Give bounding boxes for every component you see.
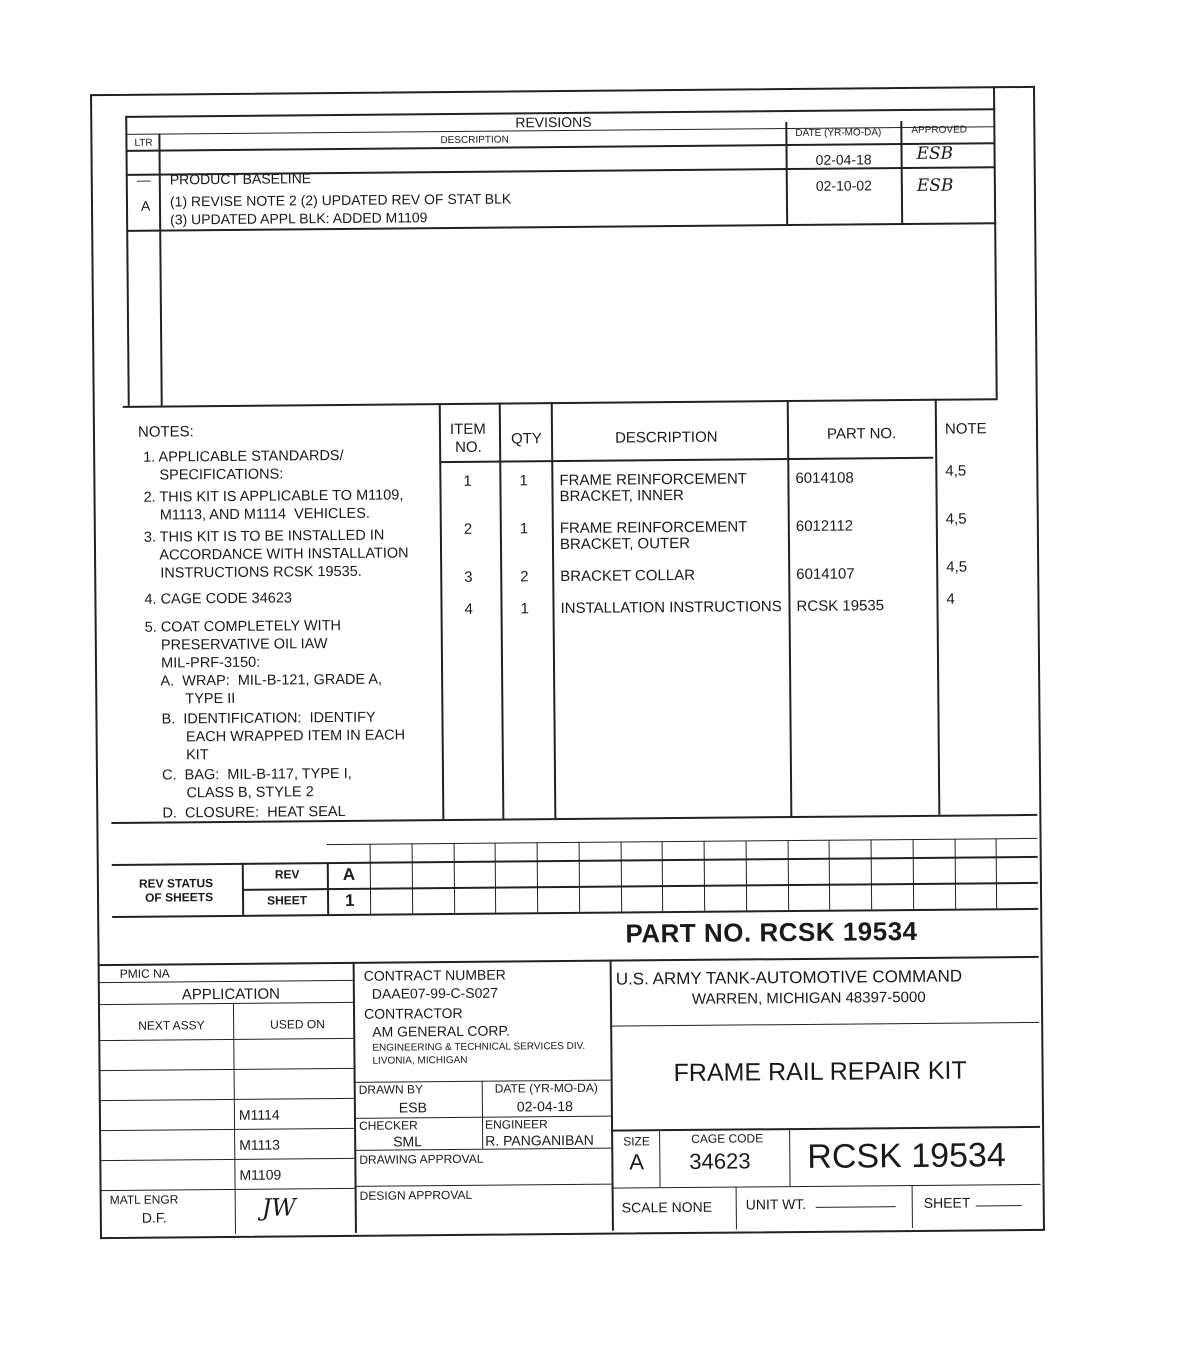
rev-status-label-1: REV STATUS xyxy=(138,876,214,891)
rev-row-2-ltr: A xyxy=(140,197,151,214)
parts-row-item: 2 xyxy=(463,520,473,538)
parts-row-note: 4,5 xyxy=(946,558,968,576)
size-value: A xyxy=(629,1149,645,1175)
parts-header-part-no: PART NO. xyxy=(826,425,897,443)
agency-location: WARREN, MICHIGAN 48397-5000 xyxy=(691,988,926,1008)
drawing-sheet xyxy=(90,86,1045,1239)
notes-title: NOTES: xyxy=(137,423,194,441)
parts-row-part-no: RCSK 19535 xyxy=(796,597,885,615)
rev-row-2-approved: ESB xyxy=(916,175,954,196)
parts-row-description: FRAME REINFORCEMENT xyxy=(559,518,748,538)
used-on-m1114: M1114 xyxy=(238,1106,280,1123)
application-heading: APPLICATION xyxy=(181,985,281,1004)
note-line: 2. THIS KIT IS APPLICABLE TO M1109, xyxy=(143,487,404,506)
drawing-number: RCSK 19534 xyxy=(807,1136,1006,1176)
drawn-date: 02-04-18 xyxy=(516,1097,573,1115)
design-approval-label: DESIGN APPROVAL xyxy=(359,1187,473,1203)
parts-row-note: 4,5 xyxy=(945,510,967,528)
used-on-label: USED ON xyxy=(270,1017,325,1032)
parts-row-qty: 2 xyxy=(520,568,529,586)
engineer-label: ENGINEER xyxy=(484,1117,548,1132)
rev-row-2-description-1: (1) REVISE NOTE 2 (2) UPDATED REV OF STAT BLK xyxy=(169,190,512,210)
parts-row-description: FRAME REINFORCEMENT xyxy=(559,470,747,490)
parts-row-qty: 1 xyxy=(520,600,529,618)
rev-status-label-2: OF SHEETS xyxy=(144,890,214,905)
rev-row-2-date: 02-10-02 xyxy=(815,177,872,194)
rev-row-2-description-2: (3) UPDATED APPL BLK: ADDED M1109 xyxy=(170,209,428,228)
scale: SCALE NONE xyxy=(621,1198,713,1216)
note-line: 3. THIS KIT IS TO BE INSTALLED IN xyxy=(143,527,385,546)
parts-row-part-no: 6014107 xyxy=(796,565,855,584)
pmic-label: PMIC NA xyxy=(119,966,170,981)
checker-label: CHECKER xyxy=(358,1118,418,1133)
note-line: D. CLOSURE: HEAT SEAL xyxy=(146,803,346,822)
parts-header-qty: QTY xyxy=(510,430,542,448)
rev-status-rev-value: A xyxy=(342,864,356,884)
rev-row-1-approved: ESB xyxy=(916,143,954,164)
note-line: SPECIFICATIONS: xyxy=(143,466,284,484)
sheet-label: SHEET xyxy=(923,1194,971,1211)
note-line: C. BAG: MIL-B-117, TYPE I, xyxy=(145,765,352,784)
note-line: 4. CAGE CODE 34623 xyxy=(144,590,292,608)
rev-row-1-date: 02-04-18 xyxy=(815,151,872,168)
contractor-location: LIVONIA, MICHIGAN xyxy=(372,1054,468,1067)
parts-row-qty: 1 xyxy=(519,520,529,538)
contractor-division: ENGINEERING & TECHNICAL SERVICES DIV. xyxy=(372,1040,586,1054)
parts-row-part-no: 6014108 xyxy=(795,469,854,488)
note-line: 1. APPLICABLE STANDARDS/ xyxy=(143,447,344,466)
rev-status-rev-label: REV xyxy=(274,867,300,882)
note-line: ACCORDANCE WITH INSTALLATION xyxy=(143,545,409,564)
cage-code-label: CAGE CODE xyxy=(691,1131,764,1146)
rev-row-1-ltr: — xyxy=(136,171,151,188)
note-line: 5. COAT COMPLETELY WITH xyxy=(144,617,342,636)
next-assy-label: NEXT ASSY xyxy=(138,1018,205,1033)
note-line: A. WRAP: MIL-B-121, GRADE A, xyxy=(145,671,383,690)
rev-header-approved: APPROVED xyxy=(911,124,967,136)
note-line: INSTRUCTIONS RCSK 19535. xyxy=(144,563,362,582)
contractor: AM GENERAL CORP. xyxy=(372,1022,510,1040)
size-label: SIZE xyxy=(623,1134,650,1149)
matl-engr-signature: JW xyxy=(261,1193,297,1222)
part-number-banner: PART NO. RCSK 19534 xyxy=(625,915,918,949)
note-line: M1113, AND M1114 VEHICLES. xyxy=(143,505,370,524)
engineer: R. PANGANIBAN xyxy=(485,1131,594,1149)
note-line: EACH WRAPPED ITEM IN EACH xyxy=(145,727,406,746)
rev-header-date: DATE (YR-MO-DA) xyxy=(795,127,882,139)
drawn-by: ESB xyxy=(398,1099,427,1116)
date-label: DATE (YR-MO-DA) xyxy=(494,1080,598,1096)
drawing-approval-label: DRAWING APPROVAL xyxy=(359,1151,484,1167)
note-line: TYPE II xyxy=(145,690,236,708)
rev-header-ltr: LTR xyxy=(134,137,153,149)
rev-status-sheet-label: SHEET xyxy=(267,893,308,908)
drawn-by-label: DRAWN BY xyxy=(358,1082,424,1097)
parts-row-item: 3 xyxy=(464,568,473,586)
contract-number: DAAE07-99-C-S027 xyxy=(371,984,499,1002)
parts-row-note: 4,5 xyxy=(945,462,967,480)
parts-row-description: INSTALLATION INSTRUCTIONS xyxy=(560,598,782,618)
note-line: PRESERVATIVE OIL IAW xyxy=(144,636,328,654)
used-on-m1109: M1109 xyxy=(239,1166,282,1183)
parts-row-qty: 1 xyxy=(519,472,528,490)
contract-number-label: CONTRACT NUMBER xyxy=(363,966,506,984)
revisions-title: REVISIONS xyxy=(515,113,592,131)
rev-row-1-description: PRODUCT BASELINE xyxy=(169,170,312,188)
parts-header-note: NOTE xyxy=(944,420,987,438)
parts-row-description: BRACKET COLLAR xyxy=(560,566,696,586)
note-line: MIL-PRF-3150: xyxy=(144,654,261,672)
contractor-label: CONTRACTOR xyxy=(363,1004,463,1022)
note-line: B. IDENTIFICATION: IDENTIFY xyxy=(145,709,376,728)
agency-name: U.S. ARMY TANK-AUTOMOTIVE COMMAND xyxy=(615,966,963,989)
parts-row-description: BRACKET, INNER xyxy=(559,486,684,506)
parts-header-item-no: NO. xyxy=(455,438,482,456)
parts-row-description: BRACKET, OUTER xyxy=(559,534,691,554)
parts-header-item: ITEM xyxy=(449,420,486,439)
cage-code: 34623 xyxy=(689,1148,751,1174)
parts-header-description: DESCRIPTION xyxy=(614,428,718,447)
parts-row-item: 4 xyxy=(464,600,473,618)
parts-row-part-no: 6012112 xyxy=(795,517,854,536)
matl-engr-label: MATL ENGR xyxy=(109,1192,179,1208)
rev-header-description: DESCRIPTION xyxy=(440,134,509,147)
checker: SML xyxy=(393,1133,423,1150)
parts-row-note: 4 xyxy=(946,590,955,608)
unit-weight-label: UNIT WT. xyxy=(745,1195,807,1213)
rev-status-sheet-value: 1 xyxy=(344,890,355,910)
parts-row-item: 1 xyxy=(463,472,472,490)
matl-engr-value: D.F. xyxy=(141,1209,167,1226)
note-line: KIT xyxy=(145,747,209,764)
note-line: CLASS B, STYLE 2 xyxy=(146,784,314,802)
drawing-title: FRAME RAIL REPAIR KIT xyxy=(673,1056,967,1088)
used-on-m1113: M1113 xyxy=(239,1136,280,1153)
